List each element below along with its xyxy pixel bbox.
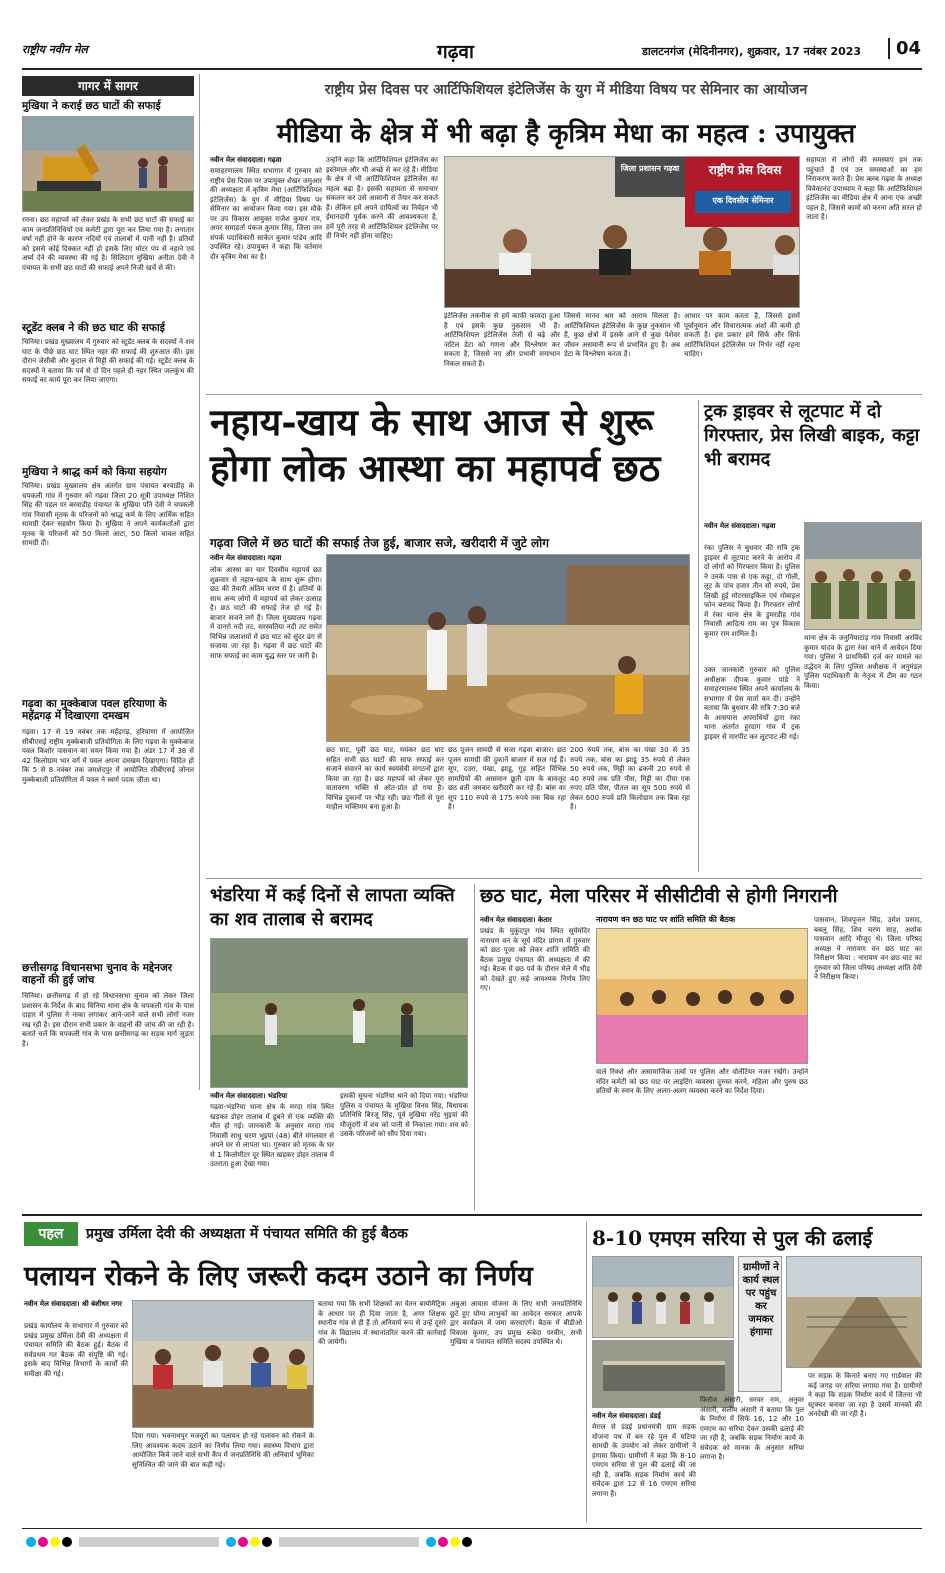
truck-col-1: रंका पुलिस ने बुधवार की रात्रि ट्रक ड्राइवर से लूटपाट करने के आरोप में दो लोगों को गिरफ्तार किया है। पुलिस ने उनके पास से एक कट्टा, दो गोली, लूट के पांच हजार तीन सौ रुपये, प्रेस लिखी हुई मोटरसाइकिल एवं मोबाइल फोन बरामद किया है। गिरफ्तार लोगों में रंका थाना क्षेत्र के डुमरडीह गांव निवासी आदित्य राम का पुत्र विकास कुमार राम शामिल है।: [704, 544, 800, 638]
pradhan-col-4: अबुआ आवास योजना के लिए सभी जनप्रतिनिधि छूटे हुए योग्य लाभुकों का आवेदन सरकार आपके द्वार कार्यक्रम में जमा करवाएंगे। बैठक में बीडीओ विकास कुमार, उप प्रमुख रूबेदा परवीन, सभी मुखिया व पंचायत समिति सदस्य उपस्थित थे।: [450, 1300, 582, 1346]
bhandaria-col-2: इसकी सूचना भंडरिया थाने को दिया गया। भंडरिया पुलिस व पंचायत के मुखिया विनय सिंह, विधायक प्रतिनिधि बिरजू सिंह, पूर्व मुखिया नरेंद्र भुइयां की मौजूदगी में शव को पानी से निकाला गया। शव को उसके परिजनों को सौंप दिया गया।: [340, 1092, 468, 1138]
pradhan-col-3: बताया गया कि सभी शिक्षकों का वेतन बायोमैट्रिक के आधार पर ही दिया जाता है, अगर शिक्षक स्थानीय गांव से ही हैं तो अनिवार्य रूप से उन्हें दूसरे गांव के विद्यालय में स्थानांतरित करने की कार्रवाई की जायेगी।: [318, 1300, 446, 1346]
masthead: [22, 36, 922, 68]
sidebar-story-5-headline: छत्तीसगढ़ विधानसभा चुनाव के मद्देनजर वाहनों की हुई जांच: [22, 962, 173, 986]
media-col-5: आधार पर काम करता है, जिससे इसमें पूर्वानुमान और विचारात्मक अंशों की कमी हो सकती है। इस प्रकार हमें सिर्फ और सिर्फ आर्टिफिशियल इंटेलिजेंस पर निर्भर नहीं रहना चाहिए।: [684, 312, 800, 358]
media-col-4: जिससे मानव श्रम को आराम मिलता है। आर्टिफिशियल इंटेलिजेंस के कुछ नुकसान भी हैं, कुछ क्षेत्रों में इसके आने से कुछ पेशेवर जीवन असमानी रूप से प्रभावित हुए हैं। अब डेटा के विश्लेषण करता है।: [564, 312, 680, 358]
bridge-col-1: मेराल से डंडई प्रधानमंत्री ग्राम सड़क योजना पथ में बन रहे पुल में घटिया सामग्री के उपयोग को लेकर ग्रामीणों ने हंगामा किया। ग्रामीणों ने कहा कि 8-10 एमएम सरिया से पुल की ढलाई की जा रही है, जबकि सड़क निर्माण कार्य की संवेदक द्वारा 12 से 16 एमएम सरिया लगाना है।: [592, 1423, 696, 1498]
divider-3: [22, 1214, 922, 1216]
bridge-byline: नवीन मेल संवाददाता। डंडई: [592, 1412, 661, 1420]
media-col-2: उन्होंने कहा कि आर्टिफिशियल इंटेलिजेंस का इस्तेमाल और भी अच्छे से कर रहे हैं। मीडिया के क्षेत्र में भी आर्टिफिशियल इंटेलिजेंस का महत्व बढ़ा है। इसकी सहायता से समाचार संकलन कर उसे आसानी से तैयार कर सकते हैं। लेकिन हमें अपने दायित्वों का निर्वहन भी ईमानदारी पूर्वक करने की आवश्यकता है, हमें पूरी तरह से आर्टिफिशियल इंटेलिजेंस पर ही निर्भर नहीं होना चाहिए।: [326, 156, 438, 240]
page-number: 04: [888, 38, 921, 59]
registration-bar: [26, 1532, 922, 1546]
cctv-col-3: पासवान, शिवपूजन सिंह, उमेश प्रसाद, बबलू सिंह, शिव चरण साह, अशोक पासवान आदि मौजूद थे। जिला परिषद अध्यक्ष ने नारायण वन छठ घाट का निरीक्षण किया : नारायण वन छठ घाट का गुरुवार को जिला परिषद अध्यक्षा शांति देवी ने निरीक्षण किया।: [814, 916, 922, 981]
seminar-banner-text: राष्ट्रीय प्रेस दिवस: [708, 163, 782, 177]
chhath-market-photo: [326, 554, 690, 742]
pradhan-byline: नवीन मेल संवाददाता। श्री बंशीधर नगर: [24, 1300, 122, 1308]
truck-col-2: उक्त जानकारी गुरुवार को पुलिस अधीक्षक दीपक कुमार पांडे ने समाहरणालय स्थित अपने कार्यालय के सभागार में प्रेस वार्ता कर दी। उन्होंने बताया कि बुधवार की रात्रि 7:30 बजे के आसपास अपराधियों द्वारा रंका थाना अंतर्गत हुरदाग गांव में ट्रक ड्राइवर से मारपीट कर लूटपाट की गई।: [704, 666, 800, 741]
pradhan-col-2: दिया गया। भवनाथपुर मजदूरों का पलायन हो रहे पलायन को रोकने के लिए आवश्यक कदम उठाने का निर्णय लिया गया। स्वास्थ्य विभाग द्वारा आयोजित किये जाने वाले सभी कैंप में जनप्रतिनिधि की अनिवार्य भूमिका सुनिश्चित की जाने की बात कही गई।: [132, 1432, 314, 1469]
chhath-col-1: लोक आस्था का चार दिवसीय महापर्व छठ शुक्रवार से नहाय-खाय के साथ शुरू होगा। छठ की तैयारी अंतिम चरण में है। व्रतियों के साथ अन्य लोगों में महापर्व को लेकर उत्साह है। छठ घाटों की सफाई तेज हो गई है। बाजार सजने लगे हैं। जिला मुख्यालय गढ़वा में दानरो नदी तट, सरस्वतिया नदी तट समेत विभिन्न जलाशयों में छठ घाट को सुंदर ढंग से सजाया जा रहा है। गढ़वा में छठ घाटों की साफ सफाई का काम युद्ध स्तर पर जारी है।: [210, 566, 322, 660]
pond-photo: [210, 938, 468, 1088]
cctv-photo-caption: नारायण वन छठ घाट पर शांति समिति की बैठक: [596, 915, 735, 924]
sidebar-story-2-headline: स्टूडेंट क्लब ने की छठ घाट की सफाई: [22, 322, 165, 334]
sidebar-story-2-body: चिनिया। प्रखंड मुख्यालय में गुरुवार को स्टूडेंट क्लब के सदस्यों ने शव घाट के पीछे छठ घाट स्थित नहर की सफाई की शुरुआत की। इस दौरान जेसीबी और कुदाल से मिट्टी की सफाई की गई। स्टूडेंट क्लब के सदस्यों ने बताया कि पर्व से दो दिन पहले ही नहर स्थित जलकुंभ की सफाई का कार्य पूरा कर लिया जाएगा।: [22, 338, 194, 384]
divider-1: [206, 394, 922, 395]
truck-headline: ट्रक ड्राइवर से लूटपाट में दो गिरफ्तार, प्रेस लिखी बाइक, कट्टा भी बरामद: [704, 401, 920, 470]
sidebar-story-3-headline: मुखिया ने श्राद्ध कर्म को किया सहयोग: [22, 466, 167, 478]
pradhan-col-1: प्रखंड कार्यालय के सभागार में गुरुवार को प्रखंड प्रमुख उर्मिला देवी की अध्यक्षता में पंचायत समिति की बैठक हुई। बैठक में सर्वप्रथम गत बैठक की संपुष्टि की गई। इसके बाद विभिन्न विभागों के कार्यों की समीक्षा की गई।: [24, 1322, 128, 1378]
seminar-sub-text: एक दिवसीय सेमिनार: [712, 196, 774, 205]
masthead-rule: [22, 68, 922, 70]
bhandaria-byline: नवीन मेल संवाददाता। भंडरिया: [210, 1092, 288, 1100]
bridge-col-3: पर सड़क के किनारे बनाए गए गार्डवाल की कई जगह पर सरिया लगाया गया है। ग्रामीणों ने कहा कि सड़क निर्माण कार्य में जितना भी स्ट्रक्चर बनाया जा रहा है उसमें मानकों की अनदेखी की जा रही है।: [808, 1372, 922, 1418]
chhath-headline-line-2: होगा लोक आस्था का महापर्व छठ: [210, 446, 661, 490]
cctv-col-2: वाले रिक्शे और असामाजिक तत्वों पर पुलिस और वोलेंटियर नजर रखेंगे। उन्होंने मंदिर कमेटी को छठ घाट पर लाइटिंग व्यवस्था दुरुस्त करने, महिला और पुरुष छठ व्रतियों के स्नान के लिए अलग-अलग व्यवस्था करने का निर्देश दिया।: [596, 1068, 808, 1095]
chhath-byline: नवीन मेल संवाददाता। गढ़वा: [210, 554, 282, 562]
section-title: गढ़वा: [437, 41, 474, 63]
seminar-org-text: जिला प्रशासन गढ़वा: [620, 164, 680, 173]
cctv-headline: छठ घाट, मेला परिसर में सीसीटीवी से होगी निगरानी: [480, 885, 838, 907]
sidebar-story-5-body: चिनिया। छत्तीसगढ़ में हो रहे विधानसभा चुनाव को लेकर जिला प्रशासन के निर्देश के बाद चिनिया थाना क्षेत्र के चपकली गांव के पास दाहार में पुलिस ने नाका लगाकर आने-जाने वाले सभी लोगों नजर रख रही है। इस दौरान सभी प्रकार के वाहनों की जांच की जा रही है। बताते चलें कि चपकली गांव के पास छत्तीसगढ़ का सड़क मार्ग जुड़ता है।: [22, 992, 194, 1048]
bhandaria-col-1: गढ़वा-भंडरिया थाना क्षेत्र के मरदा गांव स्थित खड़कर डोहर तालाब में डूबने से एक व्यक्ति की मौत हो गई। जानकारी के अनुसार मरदा गांव निवासी साधु चरण भुइयां (48) बीते मंगलवार से अपने घर से लापता था। गुरुवार को मृतक के घर से 1 किलोमीटर दूर स्थित खड़कर डोहर तालाब में उतराता हुआ देखा गया।: [210, 1103, 334, 1168]
paper-logo: राष्ट्रीय नवीन मेल: [22, 43, 88, 56]
peace-committee-photo: [596, 928, 808, 1064]
sidebar: [22, 74, 200, 1090]
divider-2: [206, 878, 922, 879]
chhath-col-4: 200 रुपये तक, बांस का पंखा 30 से 35 रुपये तक, बांस का झाडू 35 रुपये से लेकर 50 रुपये तक, मिट्टी का ढकनी 20 रुपये से 40 रुपये तक प्रति पीस, मिट्टी का दीया एक रुपए प्रति पीस, पीतल का सूप 500 रुपये से लेकर 600 रुपये प्रति किलोग्राम तक बिक रहा है।: [570, 746, 690, 811]
sidebar-story-3-body: चिनिया। प्रखंड मुख्यालय क्षेत्र अंतर्गत ग्राम पंचायत बरवाडीह के चपकली गांव में गुरुवार को गढ़वा जिला 20 सूत्री उपाध्यक्ष निशित सिंह की पहल पर बरवाडीह पंचायत के मुखिया पति देवी ने चपकली गांव निवासी मृतक के परिजनों को श्राद्ध कर्म के लिए आर्थिक सहित सामग्री देकर सहयोग किया है। मुखिया ने अपने कार्यकर्ताओं द्वारा मृतक के परिजनों को 50 किलो आटा, 50 किलो चावल सहित सामग्री दी।: [22, 482, 194, 547]
police-photo: [804, 522, 922, 630]
divider-cctv-left: [474, 884, 475, 1210]
chhath-deck: गढ़वा जिले में छठ घाटों की सफाई तेज हुई, बाजार सजे, खरीदारी में जुटे लोग: [210, 536, 550, 550]
cctv-col-1: प्रखंड के मुकुंदपुर गांव स्थित सूर्यमंदिर नारायण वन के सूर्य मंदिर प्रांगण में गुरुवार को छठ पूजा को लेकर शांति समिति की बैठक प्रमुख पंचायत की अध्यक्षता में की गई। बैठक में छठ पर्व के दौरान मेले में भीड़ को देखते हुए कई आवश्यक निर्णय लिए गए।: [480, 927, 590, 992]
sidebar-banner: गागर में सागर: [22, 76, 194, 96]
bridge-headline: 8-10 एमएम सरिया से पुल की ढलाई: [592, 1226, 873, 1250]
footer-rule: [22, 1528, 922, 1529]
sidebar-story-4-body: गढ़वा। 17 से 19 नवंबर तक महेंद्रगढ़, हरियाणा में आयोजित सीबीएसई राष्ट्रीय मुक्केबाजी प्रतियोगिता के लिए गढ़वा के मुक्केबाज पवल किशोर पासवान का चयन किया गया है। अंडर 17 में 38 से 42 किलोग्राम भार वर्ग में पवल अपना दमखम दिखाएगा। विदित हो कि 5 से 8 नवंबर तक जमशेदपुर में आयोजित सीबीएसई जोनल मुक्केबाजी प्रतियोगिता में पवल ने स्वर्ण पदक जीता था।: [22, 728, 194, 784]
divider-truck-left: [698, 400, 699, 872]
meeting-photo: [132, 1300, 314, 1428]
bridge-col-2: फिरोज अंसारी, सरवर राम, अनुवर अंसारी, सलीम अंसारी ने बताया कि पुल के निर्माण में सिर्फ 16, 12 और 10 एमएम का सरिया देकर उसकी ढलाई की जा रही है, जबकि सड़क निर्माण कार्य के संवेदक को मानक के अनुसार सरिया लगाना है।: [700, 1396, 804, 1461]
media-byline: नवीन मेल संवाददाता। गढ़वा: [210, 156, 282, 164]
bridge-photo-1: [592, 1256, 734, 1338]
sidebar-story-1-body: रमना। छठ महापर्व को लेकर प्रखंड के सभी छठ घाटों की सफाई का काम जनप्रतिनिधियों एवं कमेटी द्वारा पूरा कर लिया गया है। लगातार वर्षा नहीं होने के कारण नदियों एवं तालाबों में पानी नहीं है। व्रतियों को इससे कोई दिक्कत नहीं हो इसके लिए मोटर पंप से नहाने एवं अर्घ्य देने की व्यवस्था की गई है। सिलिदाग मुखिया अनीता देवी ने पंचायत के सभी छठ घाटों की सफाई अपने निजी खर्चे से की।: [22, 216, 194, 272]
bridge-photo-3: [786, 1256, 922, 1368]
sidebar-story-4-headline: गढ़वा का मुक्केबाज पवल हरियाणा के महेंद्रगढ़ में दिखाएगा दमखम: [22, 698, 167, 722]
pradhan-headline: पलायन रोकने के लिए जरूरी कदम उठाने का निर्णय: [24, 1261, 533, 1292]
bridge-quote: ग्रामीणों ने कार्य स्थल पर पहुंच कर जमकर हंगामा: [742, 1262, 780, 1338]
chhath-headline-line-1: नहाय-खाय के साथ आज से शुरू: [210, 400, 654, 444]
pahal-tag: पहल: [24, 1222, 78, 1246]
dateline: डालटनगंज (मेदिनीनगर), शुक्रवार, 17 नवंबर 2023: [642, 45, 862, 58]
media-col-1: समाहरणालय स्थित सभागार में गुरुवार को राष्ट्रीय प्रेस दिवस पर उपायुक्त शेखर जमुआर की अध्यक्षता में कृत्रिम मेधा (आर्टिफिशियल इंटेलिजेंस) के युग में मीडिया विषय पर सेमिनार का आयोजन किया गया। इस मौके पर उप विकास आयुक्त राजेश कुमार राय, अपर समाहर्ता पंकज कुमार सिंह, जिला जन संपर्क पदाधिकारी साकेत कुमार पांडेय आदि उपस्थित रहे। उपायुक्त ने कहा कि वर्तमान दौर कृत्रिम मेधा का है।: [210, 167, 322, 261]
truck-byline: नवीन मेल संवाददाता। गढ़वा: [704, 522, 776, 530]
sidebar-story-1-headline: मुखिया ने कराई छठ घाटों की सफाई: [22, 100, 161, 112]
media-headline: मीडिया के क्षेत्र में भी बढ़ा है कृत्रिम मेधा का महत्व : उपायुक्त: [276, 119, 856, 149]
media-col-3: इंटेलिजेंस तकनीक से हमें काफी फायदा हुआ है एवं इसके कुछ नुकसान भी हैं। आर्टिफिशियल इंटेलिजेंस तेजी से बढ़े और जटिल डेटा को गणना और विश्लेषण कर सकता है, जिससे नए और प्रभावी समाधान निकल सकते हैं।: [444, 312, 560, 368]
chhath-col-2: छठ घाट, पूर्वी छठ घाट, मयंकर छठ घाट सहित सभी छठ घाटों की साफ सफाई कर सजाने संवारने का कार्य स्वयंसेवी संगठनों द्वारा किया जा रहा है। छठ महापर्व को लेकर पूरा वातावरण भक्ति से ओत-प्रोत हो गया है। विभिन्न दुकानों पर भीड़ रही। छठ गीतों से पूरा माहौल भक्तिमय बना हुआ है।: [326, 746, 444, 811]
cctv-byline: नवीन मेल संवाददाता। केतार: [480, 916, 552, 924]
media-kicker: राष्ट्रीय प्रेस दिवस पर आर्टिफिशियल इंटेलिजेंस के युग में मीडिया विषय पर सेमिनार का आयोजन: [324, 82, 808, 98]
chhath-col-3: छठ पूजन सामग्री से सजा गढ़वा बाजार। छठ पूजन सामग्री की दुकानें बाजार में सज गई हैं। सूप, दउरा, पंखा, झाडू, गुड़ सहित विभिन्न सामग्रियों की आसमान छूती दाम के बावजूद छठ व्रती जमकर खरीदारी कर रहे हैं। बांस का सूप 110 रुपये से 175 रुपये तक बिक रहा है।: [448, 746, 566, 811]
media-col-6: सहायता से लोगों की समस्याएं हम तक पहुंचाते हैं एवं उन समस्याओं का हम निराकरण करते हैं। प्रेस क्लब गढ़वा के अध्यक्ष विवेकानंद उपाध्याय ने कहा कि आर्टिफिशियल इंटेलिजेंस का मीडिया क्षेत्र में आना एक अच्छी पहल है, जिससे कामों को करना अति सरल हो जाता है।: [806, 156, 922, 221]
truck-col-3: थाना क्षेत्र के जनुनियाटांड़ गांव निवासी अरविंद कुमार यादव के द्वारा रंका थाने में आवेदन दिया गया। पुलिस ने प्राथमिकी दर्ज कर मामले का उद्भेदन के लिए पुलिस अधीक्षक ने अनुमंडल पुलिस पदाधिकारी के नेतृत्व में टीम का गठन किया।: [804, 634, 922, 690]
excavator-photo: [22, 116, 194, 212]
divider-bridge-left: [586, 1222, 587, 1522]
bhandaria-headline: भंडरिया में कई दिनों से लापता व्यक्ति का शव तालाब से बरामद: [210, 885, 455, 930]
bridge-quote-box: [738, 1256, 782, 1392]
pradhan-kicker: प्रमुख उर्मिला देवी की अध्यक्षता में पंचायत समिति की हुई बैठक: [86, 1226, 408, 1242]
seminar-photo: [444, 156, 800, 308]
